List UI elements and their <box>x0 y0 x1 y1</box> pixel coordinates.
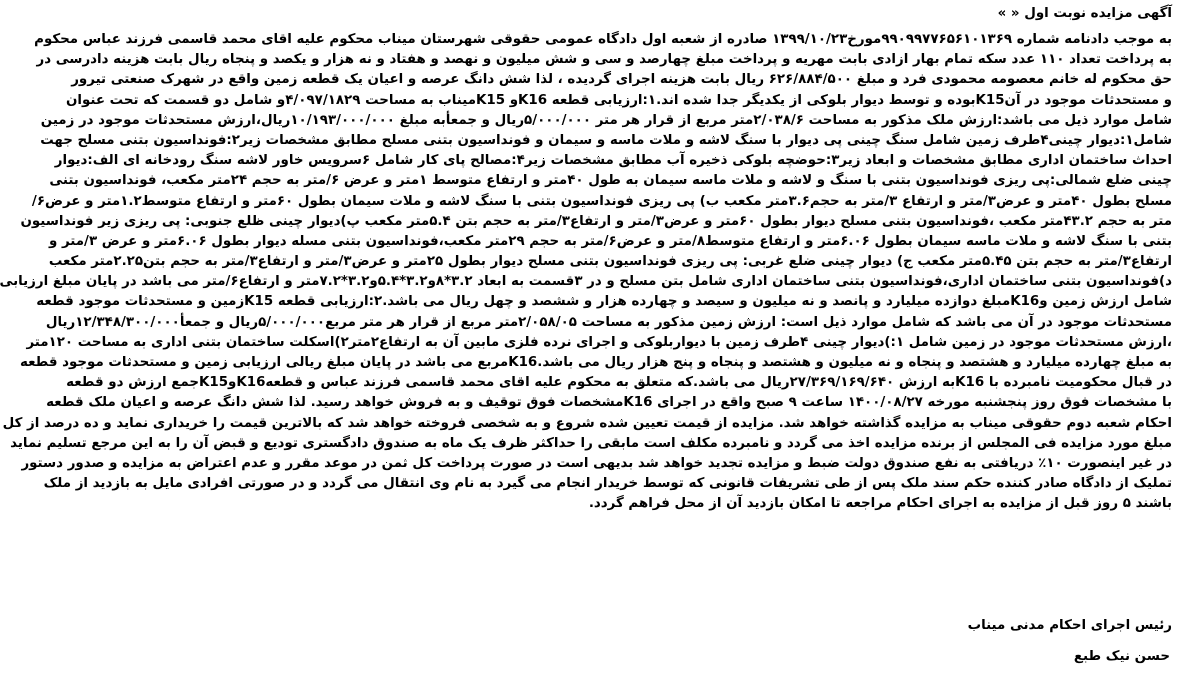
notice-line: در قبال محکومیت نامبرده با K16به ارزش ۲۷/۳۶۹/۱۶۹/۶۴۰ریال می باشد.که متعلق به محکوم علیه اقای محمد قاسمی فرزند عباس و قطعهK16وK15جمع ارزش دو قطعه <box>66 375 1172 391</box>
notice-line: شامل موارد ذیل می باشد:ارزش ملک مذکور به مساحت ۲/۰۳۸/۶متر مربع از قرار هر متر ۵/۰۰۰/۰۰۰ریال و جمعأبه مبلغ ۱۰/۱۹۳/۰۰۰/۰۰۰ریال،ارزش مستحدثات موجود در زمین <box>40 112 1172 128</box>
notice-body <box>0 30 1172 515</box>
notice-line: به مبلغ چهارده میلیارد و هشتصد و پنجاه و نه میلیون و هشتصد و پنجاه و پنج هزار ریال می باشد.K16مربع می باشد در پایان مبلغ ریالی ارزیابی زمین و مستحدثات موجود قطعه <box>19 355 1172 370</box>
notice-line: احداث ساختمان اداری مطابق مشخصات و ابعاد زیر۳:حوضچه بلوکی ذخیره آب مطابق مشخصات زیر۴:مصالح پای کار شامل ۶سرویس خاور لاشه سنگ رودخانه ای الف:دیوار <box>54 153 1172 169</box>
notice-line: ،ارزش مستحدثات موجود در زمین شامل ۱:)دیوار چینی ۴طرف زمین با دیواربلوکی و اجرای نرده فلزی مابین آن به ارتفاع۲متر۲)اسکلت ساختمان بتنی اداری به مساحت ۱۲۰متر <box>26 334 1172 350</box>
notice-line: چینی ضلع شمالی:پی ریزی فونداسیون بتنی با سنگ و لاشه و ملات ماسه سیمان به طول ۴۰متر و ارتفاع متوسط ۱متر و عرض ۶/متر به حجم ۲۴متر مکعب، فونداسیون بتنی <box>49 173 1172 189</box>
notice-line: به موجب دادنامه شماره ۹۹۰۹۹۷۷۶۵۶۱۰۱۳۶۹مورخ۱۳۹۹/۱۰/۲۳ صادره از شعبه اول دادگاه عمومی حقوقی شهرستان میناب محکوم علیه اقای محمد قاسمی فرزند عباس محکوم <box>34 32 1172 47</box>
notice-line: حق محکوم له خانم معصومه محمودی فرد و مبلغ ۶۲۶/۸۸۴/۵۰۰ ریال بابت هزینه اجرای گردیده ، لذا شش دانگ عرصه و اعیان یک قطعه زمین واقع در شهرک صنعتی تیرور <box>71 72 1172 88</box>
notice-line: باشند ۵ روز قبل از مزایده به اجرای احکام مراجعه تا امکان بازدید آن از محل فراهم گردد. <box>588 496 1172 512</box>
notice-line: به پرداخت تعداد ۱۱۰ عدد سکه تمام بهار ازادی بابت مهریه و پرداخت مبلغ چهارصد و سی و شش میلیون و نهصد و هفتاد و نه هزار و یکصد و پنجاه ریال بابت هزینه دادرسی در <box>36 52 1172 68</box>
notice-line: شامل ارزش زمین وK16مبلغ دوازده میلیارد و پانصد و نه میلیون و سیصد و چهارده هزار و ششصد و چهل ریال می باشد.۲:ارزیابی قطعه K15زمین و مستحدثات موجود قطعه <box>36 294 1172 310</box>
notice-line: شامل۱:دیوار چینی۴طرف زمین شامل سنگ چینی پی دیوار با سنگ لاشه و ملات ماسه و سیمان و فونداسیون بتنی مسلح مطابق مشخصات زیر۲:فونداسیون بتنی مسلح جهت <box>40 132 1172 148</box>
notice-line: متر به حجم ۴۳.۲متر مکعب ،فونداسیون بتنی مسلح دیوار بطول ۶۰متر و عرض۳/متر و ارتفاع۳/متر به حجم بتن ۵.۴متر مکعب پ)دیوار چینی ظلع جنوبی: پی ریزی زیر فونداسیون <box>20 213 1172 229</box>
notice-line: بتنی با سنگ لاشه و ملات ماسه سیمان بطول ۶.۰۶متر و ارتفاع متوسط۸/متر و عرض۶/متر به حجم ۲۹متر مکعب،فونداسیون بتنی مسله دیوار بطول ۶.۰۶متر و عرض ۳/متر و <box>48 233 1172 249</box>
notice-line: احکام شعبه دوم حقوقی میناب به مزایده گذاشته خواهد شد. مزایده از قیمت تعیین شده شروع و به شخصی فروخته خواهد شد که بالاترین قیمت را خریداری نماید و ده درصد از کل <box>2 415 1172 431</box>
signature-name: حسن نیک طبع <box>1073 649 1170 664</box>
signature-title: رئیس اجرای احکام مدنی میناب <box>967 618 1172 633</box>
notice-line: در غیر اینصورت ۱۰٪ دریافتی به نفع صندوق دولت ضبط و مزایده تجدید خواهد شد بدیهی است در صورت پرداخت کل ثمن در موعد مقرر و عدم اعتراض به مزایده و صدور دستور <box>21 455 1172 471</box>
notice-line: ارتفاع۳/متر به حجم بتن ۵.۴۵متر مکعب ج) دیوار چینی ضلع غربی: پی ریزی فونداسیون بتنی مسلح دیوار بطول ۲۵متر و عرض۳/متر و ارتفاع۳/متر به حجم بتن۲.۲۵متر مکعب <box>48 254 1172 270</box>
notice-line: تملیک از دادگاه صادر کننده حکم سند ملک پس از طی تشریفات قانونی که توسط خریدار انجام می گیرد به نام وی انتقال می گردد و در صورتی افرادی مایل به بازدید از ملک <box>43 476 1172 492</box>
notice-line: د)فونداسیون بتنی ساختمان اداری،فونداسیون بتنی ساختمان اداری شامل بتن مسلح و در ۳قسمت به ابعاد ۳.۲*۸و۳.۲*۵.۴و۳.۲*۷.۲متر و ارتفاع۶/متر می باشد در پایان مبلغ ارزیابی <box>0 274 1172 290</box>
notice-line: مبلغ مورد مزایده فی المجلس از برنده مزایده اخذ می گردد و نامبرده مکلف است مابقی را حداکثر ظرف یک ماه به صندوق دادگستری تودیع و قبض آن را به این مرجع تسلیم نماید <box>10 435 1172 451</box>
notice-title: آگهی مزایده نوبت اول « » <box>997 6 1172 21</box>
notice-line: و مستحدثات موجود در آنK15بوده و توسط دیوار بلوکی از یکدیگر جدا شده اند.۱:ارزیابی قطعه K16و K15میناب به مساحت ۴/۰۹۷/۱۸۲۹و شامل دو قسمت که تحت عنوان <box>65 92 1172 108</box>
notice-line: با مشخصات فوق روز پنجشنبه مورخه ۱۴۰۰/۰۸/۲۷ ساعت ۹ صبح واقع در اجرای K16مشخصات فوق توقیف و به فروش خواهد رسید. لذا شش دانگ عرصه و اعیان ملک قطعه <box>46 395 1172 411</box>
notice-line: مستحدثات موجود در آن می باشد که شامل موارد ذیل است: ارزش زمین مذکور به مساحت ۲/۰۵۸/۰۵متر مربع از قرار هر متر مربع۵/۰۰۰/۰۰۰ریال و جمعأ۱۲/۳۴۸/۳۰۰/۰۰۰ریال <box>45 314 1172 330</box>
notice-line: مسلح بطول ۴۰متر و عرض۳/متر و ارتفاع ۳/متر به حجم۳.۶متر مکعب ب) پی ریزی فونداسیون بتنی با سنگ لاشه و ملات سیمان بطول ۶۰متر و ارتفاع متوسط۱.۲متر و عرض۶/ <box>31 193 1172 209</box>
